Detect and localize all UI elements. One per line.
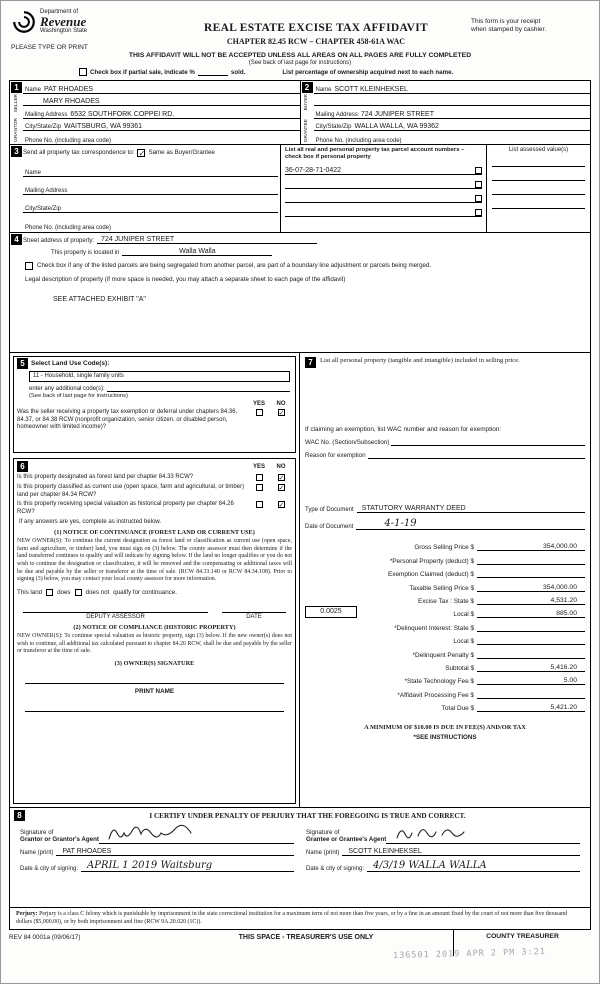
notice-compliance-text: NEW OWNER(S): To continue special valuation as historic property, sign (3) below. If the new owner(s) does not wish to continue, all additional tax calculated pursuant to chapter 84.26 RCW, shall be due and payable by the seller or transferor at the time of sale. [17,633,292,655]
chapter-line: CHAPTER 82.45 RCW – CHAPTER 458-61A WAC [226,37,406,46]
delinquent-interest-state-value[interactable] [477,631,585,632]
land-use-select[interactable]: 11 - Household, single family units [29,371,290,382]
grantor-sig-label-2: Grantor or Grantor's Agent [20,836,99,844]
excise-tax-state-label: Excise Tax : State $ [417,597,474,605]
segregated-checkbox[interactable] [25,262,33,270]
total-due-label: Total Due $ [441,705,474,713]
corr-name-label: Name [25,170,42,176]
historic-no-checkbox[interactable]: ✓ [278,502,285,509]
exemption-reason-field[interactable] [368,451,585,459]
buyer-city-field[interactable]: WALLA WALLA, WA 99362 [354,123,439,131]
same-as-buyer-label: Same as Buyer/Grantee [148,149,215,156]
historic-yes-checkbox[interactable] [256,501,263,508]
does-not-checkbox[interactable] [75,589,82,596]
segregated-label: Check box if any of the listed parcels are being segregated from another parcel, are part of a boundary line adjustment or parcels being merged. [37,262,432,269]
local-rate-box[interactable]: 0.0025 [305,606,357,618]
doc-type-field[interactable]: STATUTORY WARRANTY DEED [357,505,585,513]
warning-line: THIS AFFIDAVIT WILL NOT BE ACCEPTED UNLESS ALL AREAS ON ALL PAGES ARE FULLY COMPLETED [128,52,472,59]
seller-city-label: City/State/Zip [25,124,62,131]
parcel-row [285,189,482,203]
grantor-signature [105,823,197,845]
receipt-note-line2: when stamped by cashier. [471,26,547,34]
notice-compliance-title: (2) NOTICE OF COMPLIANCE (HISTORIC PROPERTY) [73,624,236,632]
gross-selling-price-label: Gross Selling Price $ [414,544,474,552]
see-instructions-note: *SEE INSTRUCTIONS [413,734,477,742]
section6-badge: 6 [17,461,28,472]
buyer-side-label: BUYER GRANTEE [304,94,309,142]
print-name-line[interactable] [25,697,284,712]
certify-statement: I CERTIFY UNDER PENALTY OF PERJURY THAT THE FOREGOING IS TRUE AND CORRECT. [149,811,466,820]
section8-badge: 8 [14,810,25,821]
forest-no-checkbox[interactable]: ✓ [278,475,285,482]
excise-tax-local-value[interactable]: 885.00 [477,610,585,618]
does-label: does [57,589,71,597]
deputy-date-label: DATE [246,614,262,621]
street-address-field[interactable]: 724 JUNIPER STREET [97,236,317,244]
does-checkbox[interactable] [46,589,53,596]
parcel-row [285,161,482,175]
logo-dept-label: Department of [40,9,79,15]
grantee-signature-block [300,824,586,872]
print-name-label: PRINT NAME [134,688,175,696]
land-use-title: Select Land Use Code(s): [31,360,110,367]
exemption-yes-checkbox[interactable] [256,409,263,416]
land-designation-section [13,458,296,804]
taxable-selling-price-value[interactable]: 354,000.00 [477,584,585,592]
does-not-label: does not [85,589,110,597]
corr-city-label: City/State/Zip [25,206,62,212]
grantor-signature-block [14,824,300,872]
seller-name2-field[interactable]: MARY RHOADES [43,98,100,106]
buyer-address-label: Mailing Address [315,111,358,118]
dor-logo-icon [11,9,37,35]
grantee-date-field[interactable]: 4/3/19 WALLA WALLA [367,860,580,872]
perjury-lead: Perjury: [16,911,38,917]
assessed-value-field[interactable] [492,167,585,181]
parcel-row [285,175,482,189]
personal-property-deduct-label: *Personal Property (deduct) $ [389,557,474,565]
taxable-selling-price-label: Taxable Selling Price $ [409,584,474,592]
personal-property-label: List all personal property (tangible and intangible) included in selling price. [320,357,520,364]
exemption-claimed-value[interactable] [477,577,585,578]
minimum-due-note: A MINIMUM OF $10.00 IS DUE IN FEE(S) AND/OR TAX [364,724,526,732]
street-address-label: Street address of property: [23,238,95,244]
perjury-text: Perjury is a class C felony which is punishable by imprisonment in the state correctional institution for a maximum term of not more than five years, or by a fine in an amount fixed by the court of not more than five thousand dollars ($5,000.00), or by both imprisonment and fine (RCW 9A.20.020 (1C)). [16,911,567,925]
form-number: REV 84 0001a (09/06/17) [9,934,81,942]
section3-badge: 3 [11,146,22,157]
legal-description-field[interactable]: SEE ATTACHED EXHIBIT "A" [53,296,146,303]
grantor-date-field[interactable]: APRIL 1 2019 Waitsburg [81,860,294,872]
deputy-assessor-label: DEPUTY ASSESSOR [86,614,145,621]
logo-revenue-label: Revenue [40,14,87,29]
exemption-claim-label: If claiming an exemption, list WAC number and reason for exemption: [305,426,502,433]
state-technology-fee-label: *State Technology Fee $ [404,678,474,686]
assessed-value-field[interactable] [492,153,585,167]
selling-price-section [299,353,590,807]
parcel-personal-checkbox[interactable] [475,195,482,202]
property-address-section [10,233,590,353]
form-title: REAL ESTATE EXCISE TAX AFFIDAVIT [204,22,428,34]
delinquent-penalty-value[interactable] [477,658,585,659]
land-use-section [13,356,296,453]
seller-side-label: SELLER GRANTOR [13,94,19,142]
additional-codes-label: enter any additional code(s): [29,386,105,392]
assessed-values [486,145,590,232]
perjury-notice [10,908,590,929]
grantee-signature-field[interactable] [386,824,580,844]
deputy-assessor-signature-line[interactable] [23,611,208,613]
parcel-number-field[interactable]: 36-07-28-71-0422 [285,167,342,175]
forest-yes-checkbox[interactable] [256,474,263,481]
certification-section [10,808,590,908]
ownership-note: List percentage of ownership acquired next to each name. [282,68,454,76]
parcel-row [285,203,482,217]
receipt-note [471,9,589,51]
located-in-label: This property is located in [51,250,120,256]
affidavit-processing-fee-label: *Affidavit Processing Fee $ [397,691,474,699]
corr-phone-label: Phone No. (including area code) [25,225,112,231]
see-back-note: (See back of last page for instructions) [248,60,352,66]
seller-address-field[interactable]: 6532 SOUTHFORK COPPEI RD. [70,110,175,118]
historic-question: Is this property receiving special valuation as historical property per chapter 84.26 RCW? [17,501,234,515]
assessed-value-field[interactable] [492,181,585,195]
delinquent-interest-state-label: *Delinquent Interest: State $ [394,624,474,632]
qualify-label: qualify for continuance. [113,589,177,597]
grantee-name-print-label: Name (print) [306,850,340,856]
sold-label: sold. [230,68,246,76]
seller-section [10,81,300,144]
grantor-name-print-field[interactable]: PAT RHOADES [56,848,294,856]
excise-tax-state-value[interactable]: 4,531.20 [477,597,585,605]
seller-name-field[interactable]: PAT RHOADES [44,85,94,93]
partial-sale-row [1,66,599,78]
assessed-value-field[interactable] [492,195,585,209]
agency-block [11,9,161,51]
buyer-city-label: City/State/Zip [315,124,352,131]
no-column-header: NO [276,463,286,470]
excise-tax-local-label: Local $ [453,611,474,619]
form-header [1,1,599,51]
affidavit-processing-fee-value[interactable] [477,698,585,699]
wac-number-field[interactable] [391,438,585,446]
exemption-claimed-label: Exemption Claimed (deduct) $ [388,571,474,579]
section2-badge: 2 [302,82,313,93]
assessed-values-header: List assessed value(s) [508,147,569,153]
grantor-name-print-label: Name (print) [20,850,54,856]
delinquent-interest-local-value[interactable] [477,644,585,645]
delinquent-interest-local-label: Local $ [453,638,474,646]
notice-continuance-title: (1) NOTICE OF CONTINUANCE (FOREST LAND OR CURRENT USE) [54,529,255,536]
seller-phone-label: Phone No. (including area code) [25,137,112,144]
notice-continuance-text: NEW OWNER(S): To continue the current designation as forest land or classification as current use (open space, farm and agriculture, or timber) land, you must sign on (3) below. The county assessor must then determine if the land transferred continues to qualify and will indicate by signing below. If the land no longer qualifies or you do not wish to continue the designation or classification, it will be removed and the compensating or additional taxes will be due and payable by the seller or transferor at the time of sale. (RCW 84.33.140 or RCW 84.34.108). Prior to signing (3) below, you may contact your local county assessor for more information. [17,538,292,583]
exemption-no-checkbox[interactable]: ✓ [278,410,285,417]
grantee-sig-label-2: Grantee or Grantee's Agent [306,836,387,844]
owners-signature-line[interactable] [25,669,284,684]
buyer-section [300,81,591,144]
send-correspondence-label: Send all property tax correspondence to: [23,149,135,156]
grantor-date-label: Date & city of signing: [20,866,79,872]
seller-address-label: Mailing Address [25,111,68,118]
corr-address-label: Mailing Address [25,188,68,194]
parcel-personal-checkbox[interactable] [475,209,482,216]
forest-land-question: Is this property designated as forest land per chapter 84.33 RCW? [17,474,194,480]
legal-description-label: Legal description of property (if more space is needed, you may attach a separate sheet to each page of the affidavit) [25,276,346,283]
seller-city-field[interactable]: WAITSBURG, WA 99361 [64,123,143,131]
grantee-date-label: Date & city of signing: [306,866,365,872]
yes-column-header: YES [252,463,265,470]
owners-signature-title: (3) OWNER(S) SIGNATURE [114,660,195,668]
same-as-buyer-checkbox[interactable]: ✓ [138,148,146,158]
state-technology-fee-value[interactable]: 5.00 [477,677,585,685]
delinquent-penalty-label: *Delinquent Penalty $ [412,651,474,659]
see-back-note-5: (See back of last page for instructions) [29,393,128,399]
current-use-question: Is this property classified as current use (open space, farm and agricultural, or timber) land per chapter 84.34 RCW? [17,484,245,498]
subtotal-label: Subtotal $ [445,664,474,672]
logo-state-label: Washington State [40,28,88,34]
receipt-note-line1: This form is your receipt [471,18,541,25]
current-use-yes-checkbox[interactable] [256,484,263,491]
exemption-question: Was the seller receiving a property tax exemption or deferral under chapters 84.36, 84.37, or 84.38 RCW (nonprofit organization, senior citizen, or disabled person, homeowner with limited income)? [17,409,238,430]
buyer-name-label: Name [315,86,332,93]
located-in-field[interactable]: Walla Walla [122,248,272,256]
current-use-no-checkbox[interactable]: ✓ [278,485,285,492]
affidavit-form [9,80,591,930]
parcel-personal-checkbox[interactable] [475,167,482,174]
additional-codes-field[interactable] [107,385,290,392]
parcel-list [280,145,486,232]
partial-sale-checkbox[interactable] [79,68,87,76]
doc-date-label: Date of Document [305,524,354,530]
buyer-phone-label: Phone No. (including area code) [315,137,402,144]
no-column-header: NO [276,401,286,407]
personal-property-deduct-value[interactable] [477,564,585,565]
partial-sale-label: Check box if partial sale, indicate % [90,68,195,76]
grantee-name-print-field[interactable]: SCOTT KLEINHEKSEL [342,848,580,856]
parcel-personal-checkbox[interactable] [475,181,482,188]
county-treasurer-box: COUNTY TREASURER [453,930,591,956]
this-land-label: This land [17,589,43,597]
seller-name-label: Name [25,86,42,93]
gross-selling-price-value[interactable]: 354,000.00 [477,543,585,551]
grantor-signature-field[interactable] [99,824,294,844]
treasurer-space-label: THIS SPACE - TREASURER'S USE ONLY [238,934,374,942]
treasurer-date-stamp: 136501 2019 APR 2 PM 3:21 [392,947,547,961]
section4-badge: 4 [11,234,22,245]
section1-badge: 1 [11,82,22,93]
tax-correspondence-section [10,145,590,233]
doc-date-field[interactable]: 4-1-19 [356,518,585,530]
deputy-date-line[interactable] [222,611,286,613]
doc-type-label: Type of Document [305,507,354,513]
total-due-value[interactable]: 5,421.20 [477,704,585,712]
section7-badge: 7 [305,357,316,368]
buyer-address-field[interactable]: 724 JUNIPER STREET [360,110,434,118]
exemption-reason-label: Reason for exemption [305,452,366,459]
partial-percent-field[interactable] [198,69,228,76]
if-yes-note: If any answers are yes, complete as instructed below. [19,519,162,525]
yes-column-header: YES [252,401,265,407]
grantor-sig-label-1: Signature of [20,828,54,836]
subtotal-value[interactable]: 5,416.20 [477,664,585,672]
parcel-list-header: List all real and personal property tax parcel account numbers – check box if personal property [285,147,465,161]
wac-number-label: WAC No. (Section/Subsection) [305,439,390,446]
section5-badge: 5 [17,358,28,369]
please-type-label: PLEASE TYPE OR PRINT [11,44,88,51]
grantee-signature [392,823,472,845]
grantee-sig-label-1: Signature of [306,828,340,836]
buyer-name-field[interactable]: SCOTT KLEINHEKSEL [334,85,408,93]
tax-computation [305,538,585,712]
